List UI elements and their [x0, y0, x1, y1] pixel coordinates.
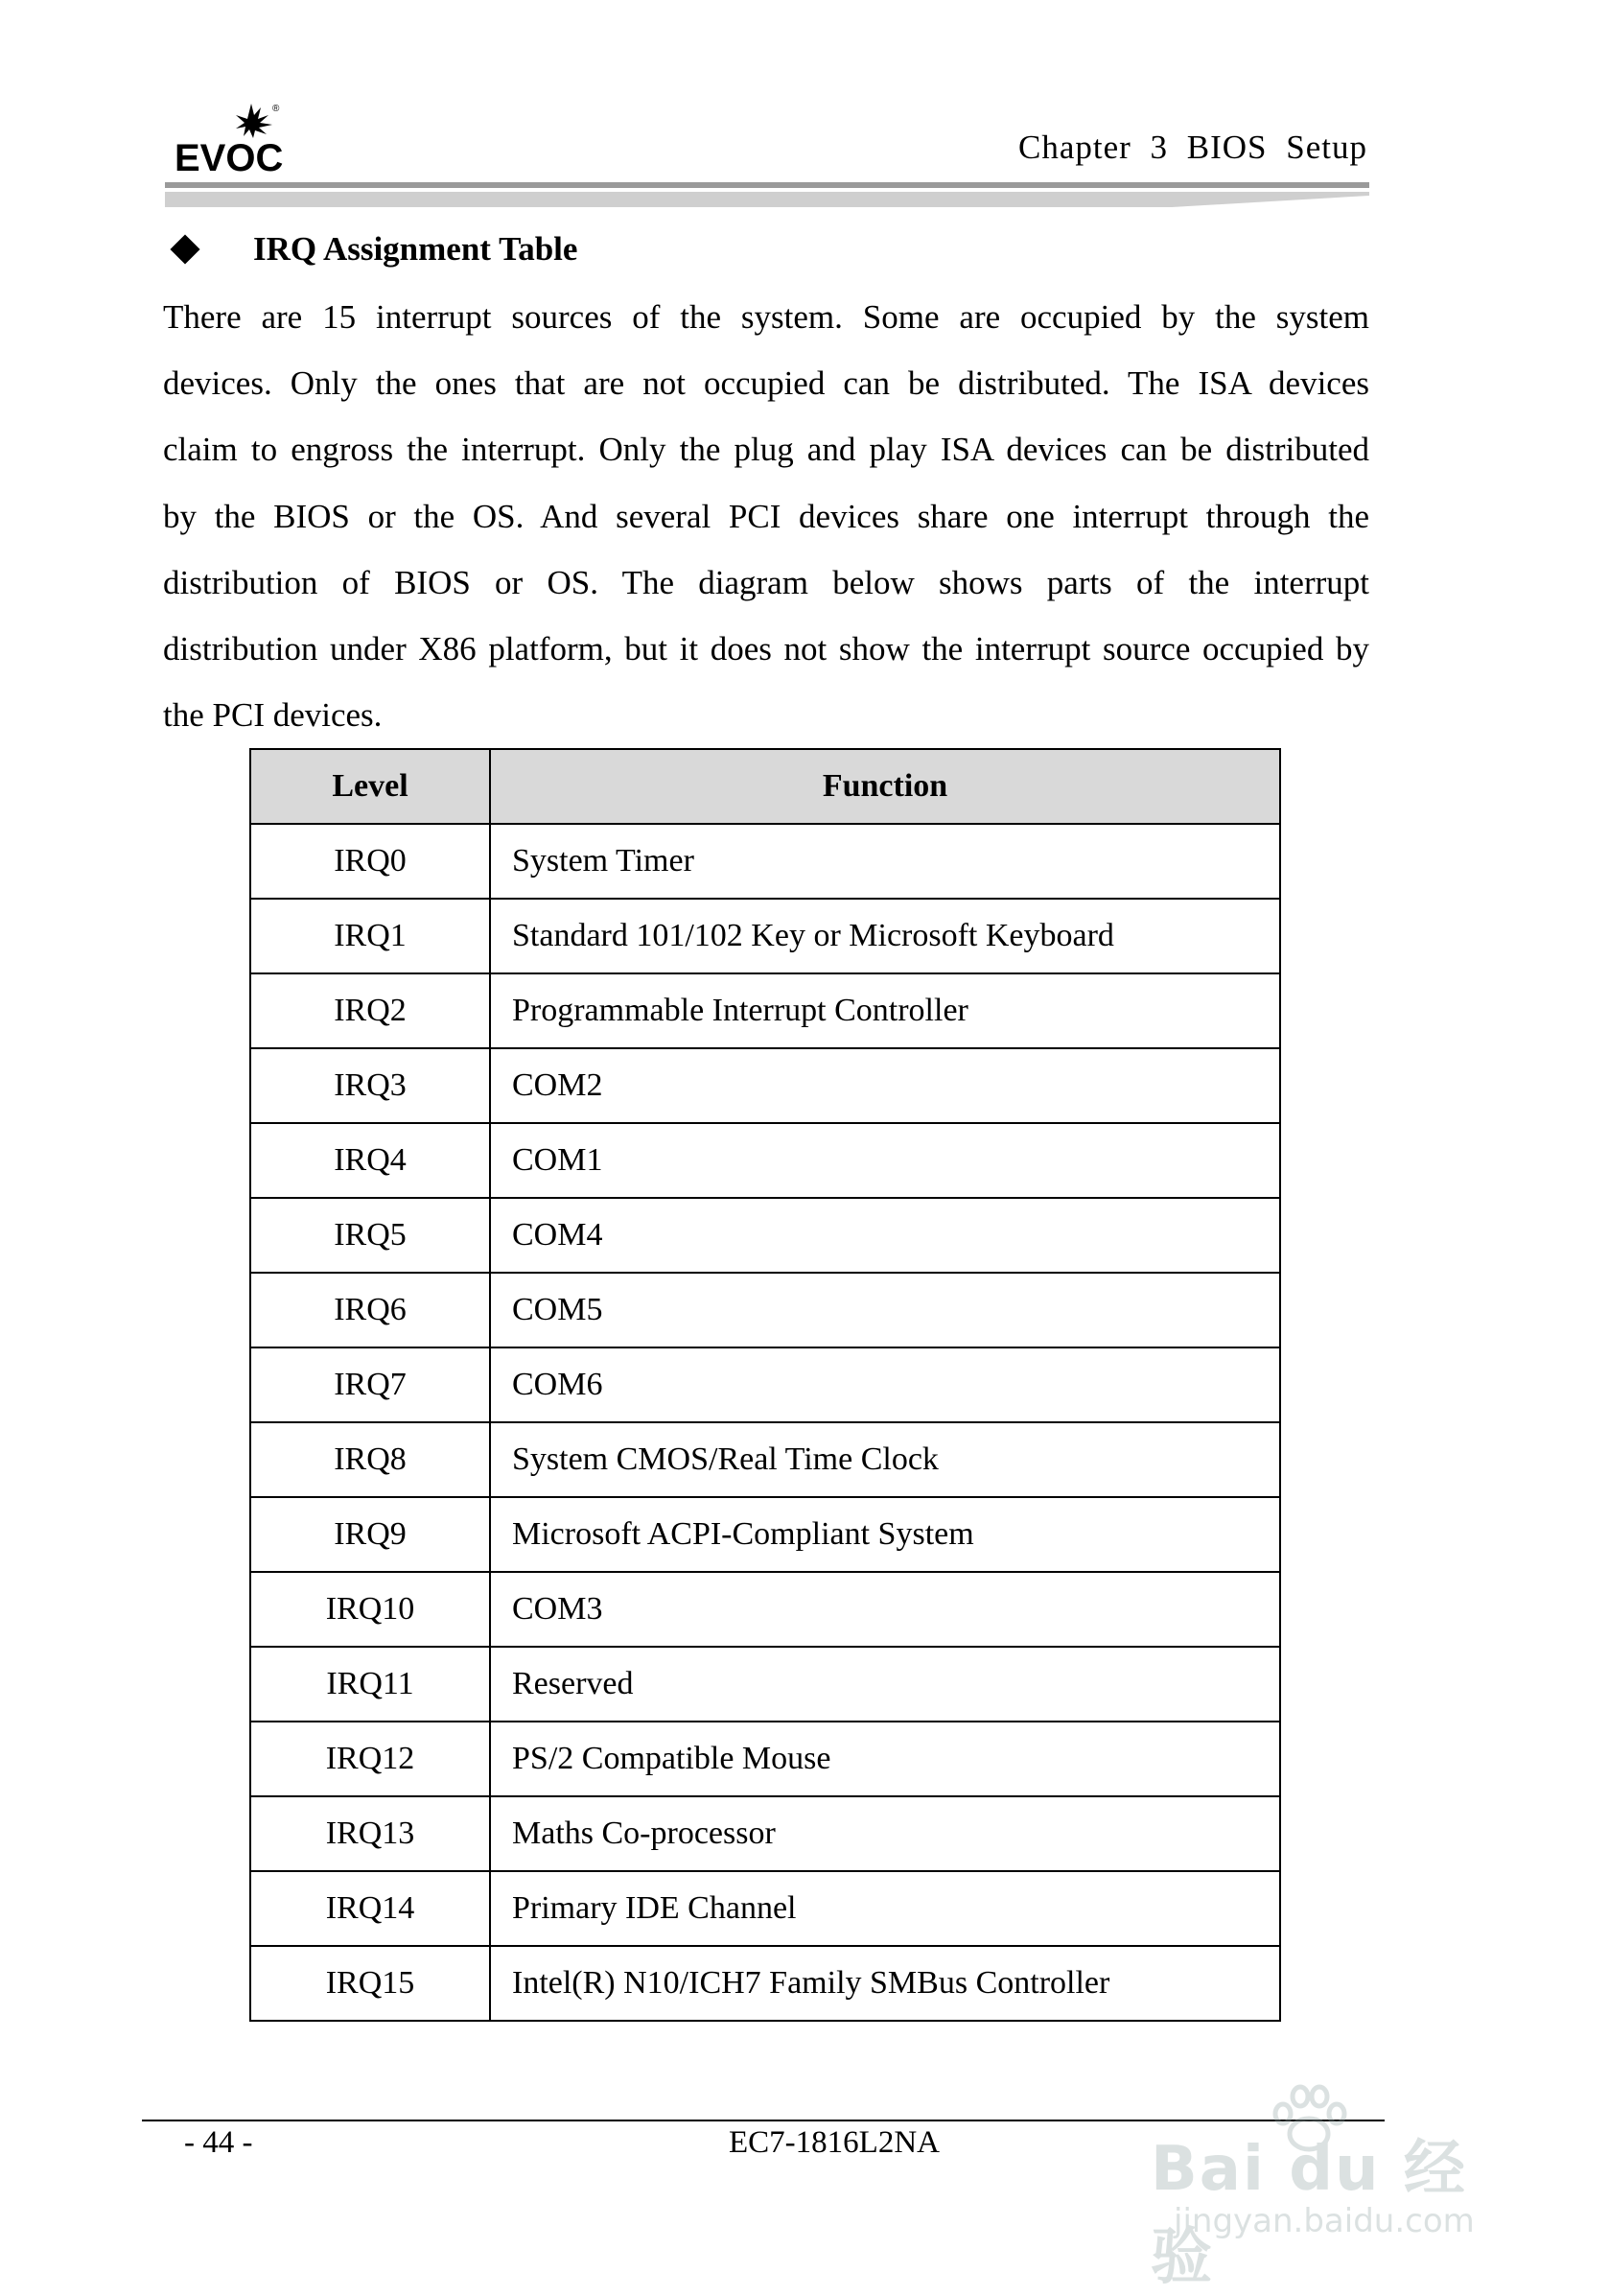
- level-cell: IRQ10: [250, 1572, 490, 1647]
- table-row: [250, 1198, 1280, 1273]
- function-cell: Intel(R) N10/ICH7 Family SMBus Controller: [490, 1946, 1280, 2021]
- paragraph-line: There are 15 interrupt sources of the system. Some are occupied by the system: [163, 298, 1369, 336]
- evoc-logo: [173, 102, 288, 178]
- table-row: [250, 1422, 1280, 1497]
- level-cell: IRQ9: [250, 1497, 490, 1572]
- irq-assignment-table: [249, 748, 1281, 2022]
- level-cell: IRQ1: [250, 899, 490, 973]
- watermark-main-text: Bai du 经验: [1151, 2134, 1467, 2293]
- function-cell: COM4: [490, 1198, 1280, 1273]
- watermark-sub-text: jingyan.baidu.com: [1174, 2202, 1475, 2240]
- function-cell: COM5: [490, 1273, 1280, 1347]
- level-cell: IRQ7: [250, 1347, 490, 1422]
- level-cell: IRQ14: [250, 1871, 490, 1946]
- function-cell: Maths Co-processor: [490, 1796, 1280, 1871]
- table-row: [250, 1647, 1280, 1722]
- paragraph-line: distribution under X86 platform, but it does not show the interrupt source occupied by: [163, 630, 1369, 668]
- table-row: [250, 1722, 1280, 1796]
- function-cell: Primary IDE Channel: [490, 1871, 1280, 1946]
- table-row: [250, 899, 1280, 973]
- function-cell: System Timer: [490, 824, 1280, 899]
- function-cell: Reserved: [490, 1647, 1280, 1722]
- level-cell: IRQ2: [250, 973, 490, 1048]
- paragraph-line: distribution of BIOS or OS. The diagram below shows parts of the interrupt: [163, 563, 1369, 601]
- function-cell: COM1: [490, 1123, 1280, 1198]
- section-heading-text: IRQ Assignment Table: [253, 230, 578, 268]
- section-heading: [165, 230, 577, 269]
- table-row: [250, 824, 1280, 899]
- level-cell: IRQ3: [250, 1048, 490, 1123]
- baidu-watermark: [1151, 2081, 1525, 2293]
- table-row: [250, 1871, 1280, 1946]
- table-header-row: [250, 749, 1280, 824]
- chapter-title: Chapter 3 BIOS Setup: [1017, 129, 1367, 166]
- paragraph-line: the PCI devices.: [163, 696, 383, 735]
- paragraph-line: claim to engross the interrupt. Only the plug and play ISA devices can be distributed: [163, 431, 1369, 469]
- function-cell: COM2: [490, 1048, 1280, 1123]
- table-row: [250, 1123, 1280, 1198]
- level-cell: IRQ11: [250, 1647, 490, 1722]
- table-row: [250, 1572, 1280, 1647]
- level-cell: IRQ0: [250, 824, 490, 899]
- table-row: [250, 973, 1280, 1048]
- header-function: Function: [490, 749, 1280, 824]
- intro-paragraph: [163, 284, 1369, 748]
- function-cell: COM6: [490, 1347, 1280, 1422]
- paragraph-line: devices. Only the ones that are not occupied can be distributed. The ISA devices: [163, 364, 1369, 403]
- level-cell: IRQ8: [250, 1422, 490, 1497]
- table-row: [250, 1796, 1280, 1871]
- page-number: - 44 -: [184, 2125, 253, 2160]
- svg-text:EVOC: EVOC: [175, 137, 284, 178]
- function-cell: Standard 101/102 Key or Microsoft Keyboard: [490, 899, 1280, 973]
- table-row: [250, 1347, 1280, 1422]
- function-cell: PS/2 Compatible Mouse: [490, 1722, 1280, 1796]
- table-row: [250, 1048, 1280, 1123]
- level-cell: IRQ15: [250, 1946, 490, 2021]
- level-cell: IRQ4: [250, 1123, 490, 1198]
- model-number: EC7-1816L2NA: [729, 2125, 940, 2160]
- level-cell: IRQ13: [250, 1796, 490, 1871]
- function-cell: COM3: [490, 1572, 1280, 1647]
- header-rule: [165, 178, 1369, 217]
- function-cell: Microsoft ACPI-Compliant System: [490, 1497, 1280, 1572]
- function-cell: System CMOS/Real Time Clock: [490, 1422, 1280, 1497]
- level-cell: IRQ12: [250, 1722, 490, 1796]
- svg-text:®: ®: [272, 104, 280, 114]
- table-row: [250, 1273, 1280, 1347]
- function-cell: Programmable Interrupt Controller: [490, 973, 1280, 1048]
- diamond-bullet-icon: [170, 234, 199, 264]
- table-row: [250, 1497, 1280, 1572]
- header-level: Level: [250, 749, 490, 824]
- paragraph-line: by the BIOS or the OS. And several PCI devices share one interrupt through the: [163, 497, 1369, 535]
- level-cell: IRQ6: [250, 1273, 490, 1347]
- level-cell: IRQ5: [250, 1198, 490, 1273]
- table-row: [250, 1946, 1280, 2021]
